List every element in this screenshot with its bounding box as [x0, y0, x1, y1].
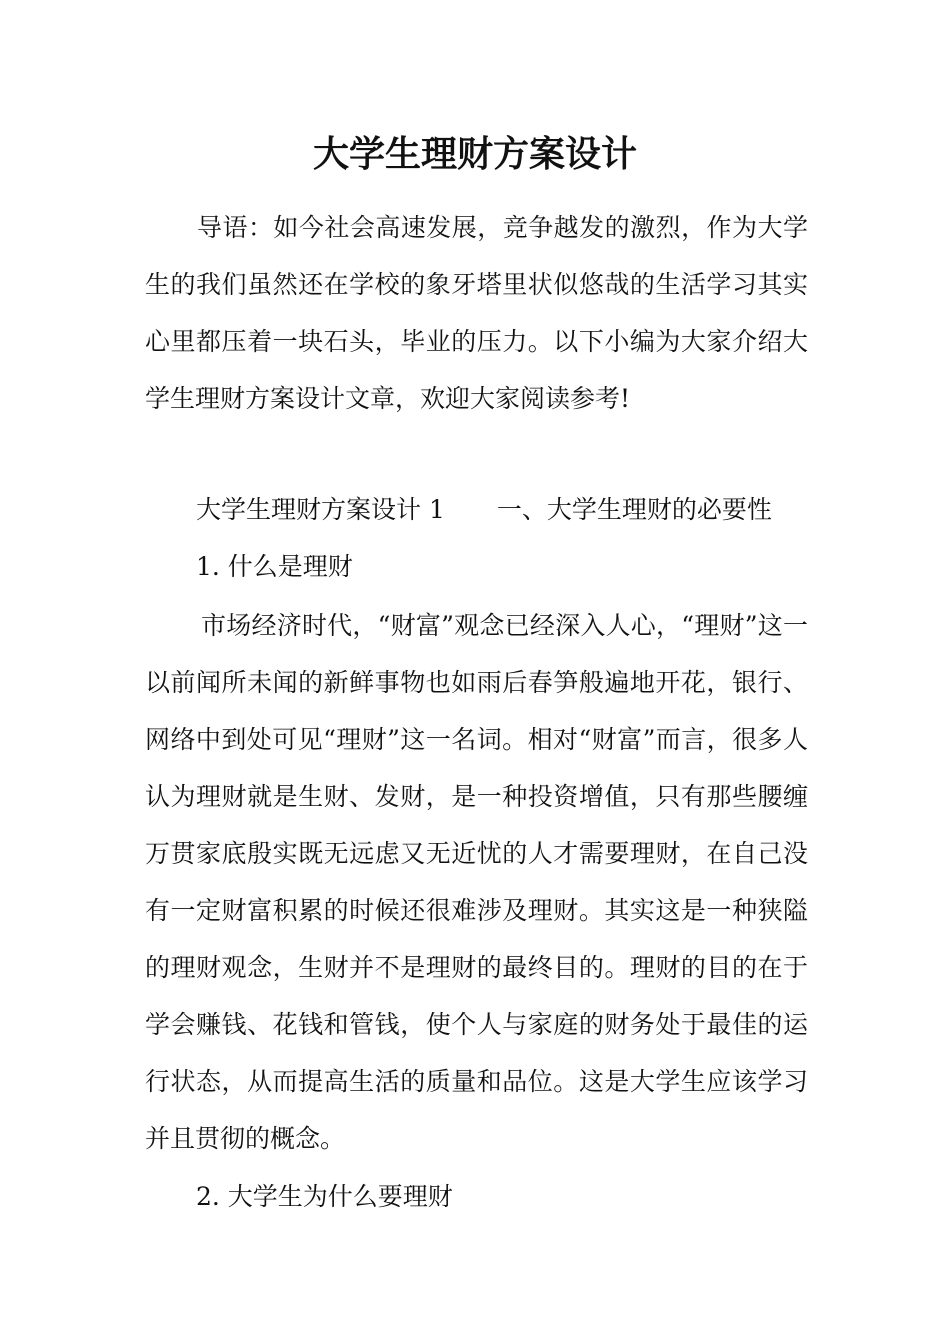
- section-subheading: 一、大学生理财的必要性: [496, 495, 772, 524]
- intro-paragraph: 导语：如今社会高速发展，竞争越发的激烈，作为大学生的我们虽然还在学校的象牙塔里状似悠哉的生活学习其实心里都压着一块石头，毕业的压力。以下小编为大家介绍大学生理财方案设计文章，欢迎大家阅读参考!: [145, 213, 808, 413]
- section-heading-line: [196, 481, 772, 538]
- document-title: 大学生理财方案设计: [312, 133, 637, 175]
- item2-heading: 2. 大学生为什么要理财: [196, 1182, 453, 1211]
- section-heading: 大学生理财方案设计 1: [196, 495, 445, 524]
- item1-body-paragraph: 市场经济时代，“财富”观念已经深入人心，“理财”这一以前闻所未闻的新鲜事物也如雨后春笋般遍地开花，银行、网络中到处可见“理财”这一名词。相对“财富”而言，很多人认为理财就是生财、发财，是一种投资增值，只有那些腰缠万贯家底殷实既无远虑又无近忧的人才需要理财，在自己没有一定财富积累的时候还很难涉及理财。其实这是一种狭隘的理财观念，生财并不是理财的最终目的。理财的目的在于学会赚钱、花钱和管钱，使个人与家庭的财务处于最佳的运行状态，从而提高生活的质量和品位。这是大学生应该学习并且贯彻的概念。: [145, 611, 808, 1153]
- item1-heading: 1. 什么是理财: [196, 552, 353, 581]
